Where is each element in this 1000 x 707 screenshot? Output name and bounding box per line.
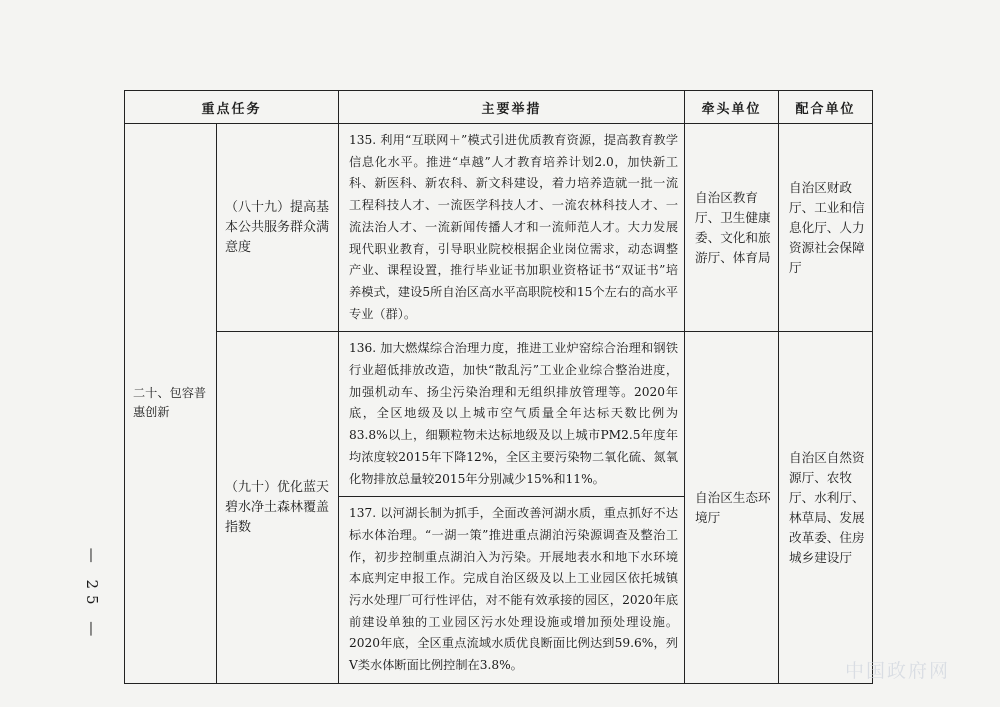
table-row (125, 332, 873, 497)
header-lead: 牵头单位 (685, 91, 779, 124)
header-measures: 主要举措 (339, 91, 685, 124)
task-cell: （九十）优化蓝天碧水净土森林覆盖指数 (217, 332, 339, 684)
coop-unit-cell: 自治区财政厅、工业和信息化厅、人力资源社会保障厅 (779, 124, 873, 332)
task-cell: （八十九）提高基本公共服务群众满意度 (217, 124, 339, 332)
measure-cell: 137. 以河湖长制为抓手，全面改善河湖水质，重点抓好不达标水体治理。“一湖一策”推进重点湖泊污染源调查及整治工作，初步控制重点湖泊入为污染。开展地表水和地下水环境本底判定申报工作。完成自治区级及以上工业园区依托城镇污水处理厂可行性评估，对不能有效承接的园区，2020年底前建设单独的工业园区污水处理设施或增加预处理设施。2020年底，全区重点流域水质优良断面比例达到59.6%，列Ⅴ类水体断面比例控制在3.8%。 (339, 497, 685, 684)
header-row (125, 91, 873, 124)
coop-unit-cell: 自治区自然资源厅、农牧厅、水利厅、林草局、发展改革委、住房城乡建设厅 (779, 332, 873, 684)
lead-unit-cell: 自治区生态环境厅 (685, 332, 779, 684)
page-number: — 25 — (83, 547, 101, 643)
header-coop: 配合单位 (779, 91, 873, 124)
task-table (124, 90, 873, 684)
measure-cell: 135. 利用“互联网＋”模式引进优质教育资源，提高教育教学信息化水平。推进“卓越”人才教育培养计划2.0，加快新工科、新医科、新农科、新文科建设，着力培养造就一批一流工程科技人才、一流医学科技人才、一流农林科技人才、一流法治人才、一流新闻传播人才和一流师范人才。大力发展现代职业教育，引导职业院校根据企业岗位需求，动态调整产业、课程设置，推行毕业证书加职业资格证书“双证书”培养模式，建设5所自治区高水平高职院校和15个左右的高水平专业（群）。 (339, 124, 685, 332)
table-row (125, 124, 873, 332)
watermark-text: 中国政府网 (844, 660, 950, 682)
header-task: 重点任务 (125, 91, 339, 124)
category-cell: 二十、包容普惠创新 (125, 124, 217, 684)
measure-cell: 136. 加大燃煤综合治理力度，推进工业炉窑综合治理和钢铁行业超低排放改造，加快“散乱污”工业企业综合整治进度，加强机动车、扬尘污染治理和无组织排放管理等。2020年底，全区地级及以上城市空气质量全年达标天数比例为83.8%以上，细颗粒物未达标地级及以上城市PM2.5年度年均浓度较2015年下降12%，全区主要污染物二氧化硫、氮氧化物排放总量较2015年分别减少15%和11%。 (339, 332, 685, 497)
lead-unit-cell: 自治区教育厅、卫生健康委、文化和旅游厅、体育局 (685, 124, 779, 332)
